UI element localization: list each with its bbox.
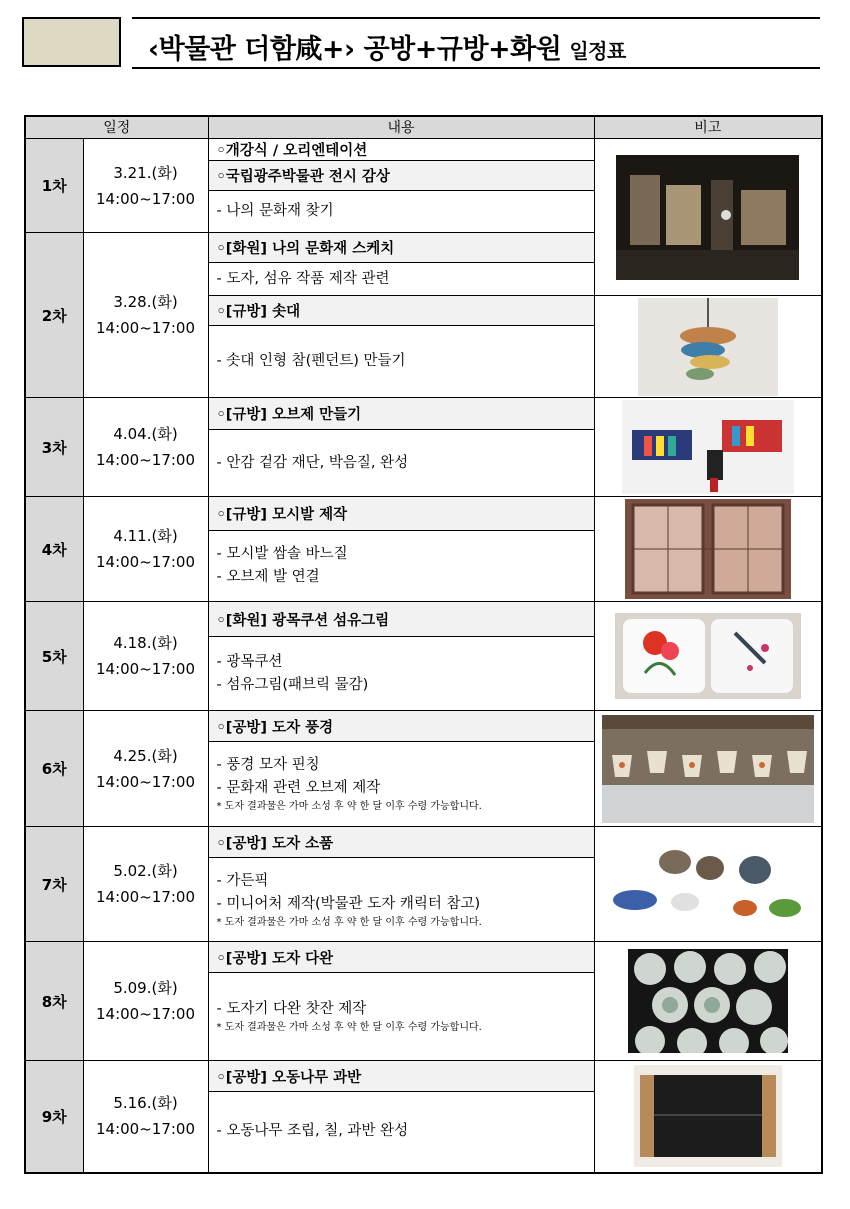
- table-row: [25, 398, 822, 430]
- detail-line: - 풍경 모자 핀칭: [216, 757, 320, 773]
- header-content: 내용: [208, 116, 594, 139]
- session-time: 14:00~17:00: [95, 660, 196, 678]
- detail-line: - 오브제 발 연결: [216, 569, 320, 585]
- session-number: 8차: [25, 942, 83, 1061]
- session-detail: [208, 858, 594, 942]
- table-row: [25, 827, 822, 858]
- session-time: 14:00~17:00: [95, 772, 196, 791]
- session-detail: - 도자, 섬유 작품 제작 관련: [208, 263, 594, 296]
- header-schedule: 일정: [25, 116, 208, 139]
- session-detail: - 솟대 인형 참(펜던트) 만들기: [208, 326, 594, 398]
- detail-line: - 가든픽: [216, 872, 269, 889]
- session-heading: ◦[공방] 오동나무 과반: [208, 1061, 594, 1092]
- session-date: 4.04.(화): [113, 425, 178, 443]
- title-sub-text: 일정표: [569, 39, 626, 63]
- session-time: 14:00~17:00: [95, 189, 196, 208]
- session-datetime: [83, 602, 208, 711]
- photo-cell: [594, 942, 822, 1061]
- table-row: [25, 497, 822, 531]
- session-time: 14:00~17:00: [95, 1005, 196, 1023]
- session-datetime: [83, 139, 208, 233]
- session-date: 5.09.(화): [113, 979, 178, 997]
- table-row: [25, 942, 822, 973]
- session-number: 4차: [25, 497, 83, 602]
- session-heading: ◦[화원] 나의 문화재 스케치: [208, 233, 594, 263]
- title-main-text: ‹박물관 더함咸+› 공방+규방+화원: [148, 34, 562, 65]
- session-heading: ◦[규방] 모시발 제작: [208, 497, 594, 531]
- table-row: [25, 1061, 822, 1092]
- session-detail: [208, 742, 594, 827]
- session-time: 14:00~17:00: [95, 451, 196, 469]
- detail-line: - 문화재 관련 오브제 제작: [216, 780, 381, 796]
- museum-exhibition-photo: [616, 155, 799, 280]
- fabric-horse-objet-photo: [622, 400, 794, 494]
- session-number: 7차: [25, 827, 83, 942]
- session-date: 5.16.(화): [113, 1094, 178, 1113]
- session-detail: - 오동나무 조립, 칠, 과반 완성: [208, 1092, 594, 1173]
- session-time: 14:00~17:00: [95, 319, 196, 337]
- session-number: 1차: [25, 139, 83, 233]
- photo-cell: [594, 139, 822, 296]
- ramie-screen-photo: [625, 499, 791, 599]
- painted-cushion-photo: [615, 613, 801, 699]
- session-heading: ◦[공방] 도자 소품: [208, 827, 594, 858]
- session-heading: ◦[공방] 도자 풍경: [208, 711, 594, 742]
- session-heading: ◦국립광주박물관 전시 감상: [208, 161, 594, 191]
- session-datetime: [83, 1061, 208, 1173]
- session-datetime: [83, 398, 208, 497]
- table-row: [25, 711, 822, 742]
- header-remark: 비고: [594, 116, 822, 139]
- session-time: 14:00~17:00: [95, 888, 196, 906]
- title-bar: [132, 17, 820, 69]
- session-note: * 도자 결과물은 가마 소성 후 약 한 달 이후 수령 가능합니다.: [216, 916, 482, 928]
- session-datetime: [83, 233, 208, 398]
- schedule-table: [24, 115, 823, 1174]
- session-heading: ◦[규방] 솟대: [208, 296, 594, 326]
- session-heading: ◦[화원] 광목쿠션 섬유그림: [208, 602, 594, 637]
- detail-line: - 미니어처 제작(박물관 도자 캐릭터 참고): [216, 895, 481, 912]
- session-detail: [208, 637, 594, 711]
- session-detail: [208, 531, 594, 602]
- photo-cell: [594, 711, 822, 827]
- session-datetime: [83, 942, 208, 1061]
- paulownia-tray-photo: [634, 1065, 782, 1167]
- session-detail: - 안감 겉감 재단, 박음질, 완성: [208, 430, 594, 497]
- page-title: [148, 27, 626, 66]
- photo-cell: [594, 1061, 822, 1173]
- session-heading: ◦개강식 / 오리엔테이션: [208, 139, 594, 161]
- session-datetime: [83, 827, 208, 942]
- session-datetime: [83, 711, 208, 827]
- session-heading: ◦[규방] 오브제 만들기: [208, 398, 594, 430]
- sotdae-charm-photo: [638, 298, 778, 396]
- ceramic-windbell-photo: [602, 715, 814, 823]
- session-note: * 도자 결과물은 가마 소성 후 약 한 달 이후 수령 가능합니다.: [216, 1022, 482, 1033]
- tea-bowl-photo: [628, 949, 788, 1053]
- session-number: 9차: [25, 1061, 83, 1173]
- table-row: [25, 602, 822, 637]
- detail-line: - 광목쿠션: [216, 653, 283, 670]
- table-row: [25, 139, 822, 161]
- session-number: 2차: [25, 233, 83, 398]
- photo-cell: [594, 398, 822, 497]
- ceramic-miniature-photo: [605, 840, 811, 928]
- session-date: 3.28.(화): [113, 293, 178, 311]
- session-date: 4.18.(화): [113, 634, 178, 652]
- session-time: 14:00~17:00: [95, 1120, 196, 1139]
- table-header-row: [25, 116, 822, 139]
- photo-cell: [594, 602, 822, 711]
- title-decor-box: [22, 17, 121, 67]
- session-date: 5.02.(화): [113, 862, 178, 880]
- session-heading: ◦[공방] 도자 다완: [208, 942, 594, 973]
- session-date: 4.25.(화): [113, 746, 178, 765]
- session-detail: - 나의 문화재 찾기: [208, 191, 594, 233]
- session-detail: [208, 973, 594, 1061]
- session-number: 6차: [25, 711, 83, 827]
- detail-line: - 모시발 쌈솔 바느질: [216, 546, 348, 562]
- detail-line: - 도자기 다완 찻잔 제작: [216, 1001, 367, 1017]
- session-note: * 도자 결과물은 가마 소성 후 약 한 달 이후 수령 가능합니다.: [216, 801, 482, 812]
- session-time: 14:00~17:00: [95, 553, 196, 571]
- session-number: 5차: [25, 602, 83, 711]
- photo-cell: [594, 497, 822, 602]
- session-number: 3차: [25, 398, 83, 497]
- session-datetime: [83, 497, 208, 602]
- session-date: 3.21.(화): [113, 163, 178, 182]
- photo-cell: [594, 296, 822, 398]
- photo-cell: [594, 827, 822, 942]
- detail-line: - 섬유그림(패브릭 물감): [216, 676, 369, 693]
- session-date: 4.11.(화): [113, 527, 178, 545]
